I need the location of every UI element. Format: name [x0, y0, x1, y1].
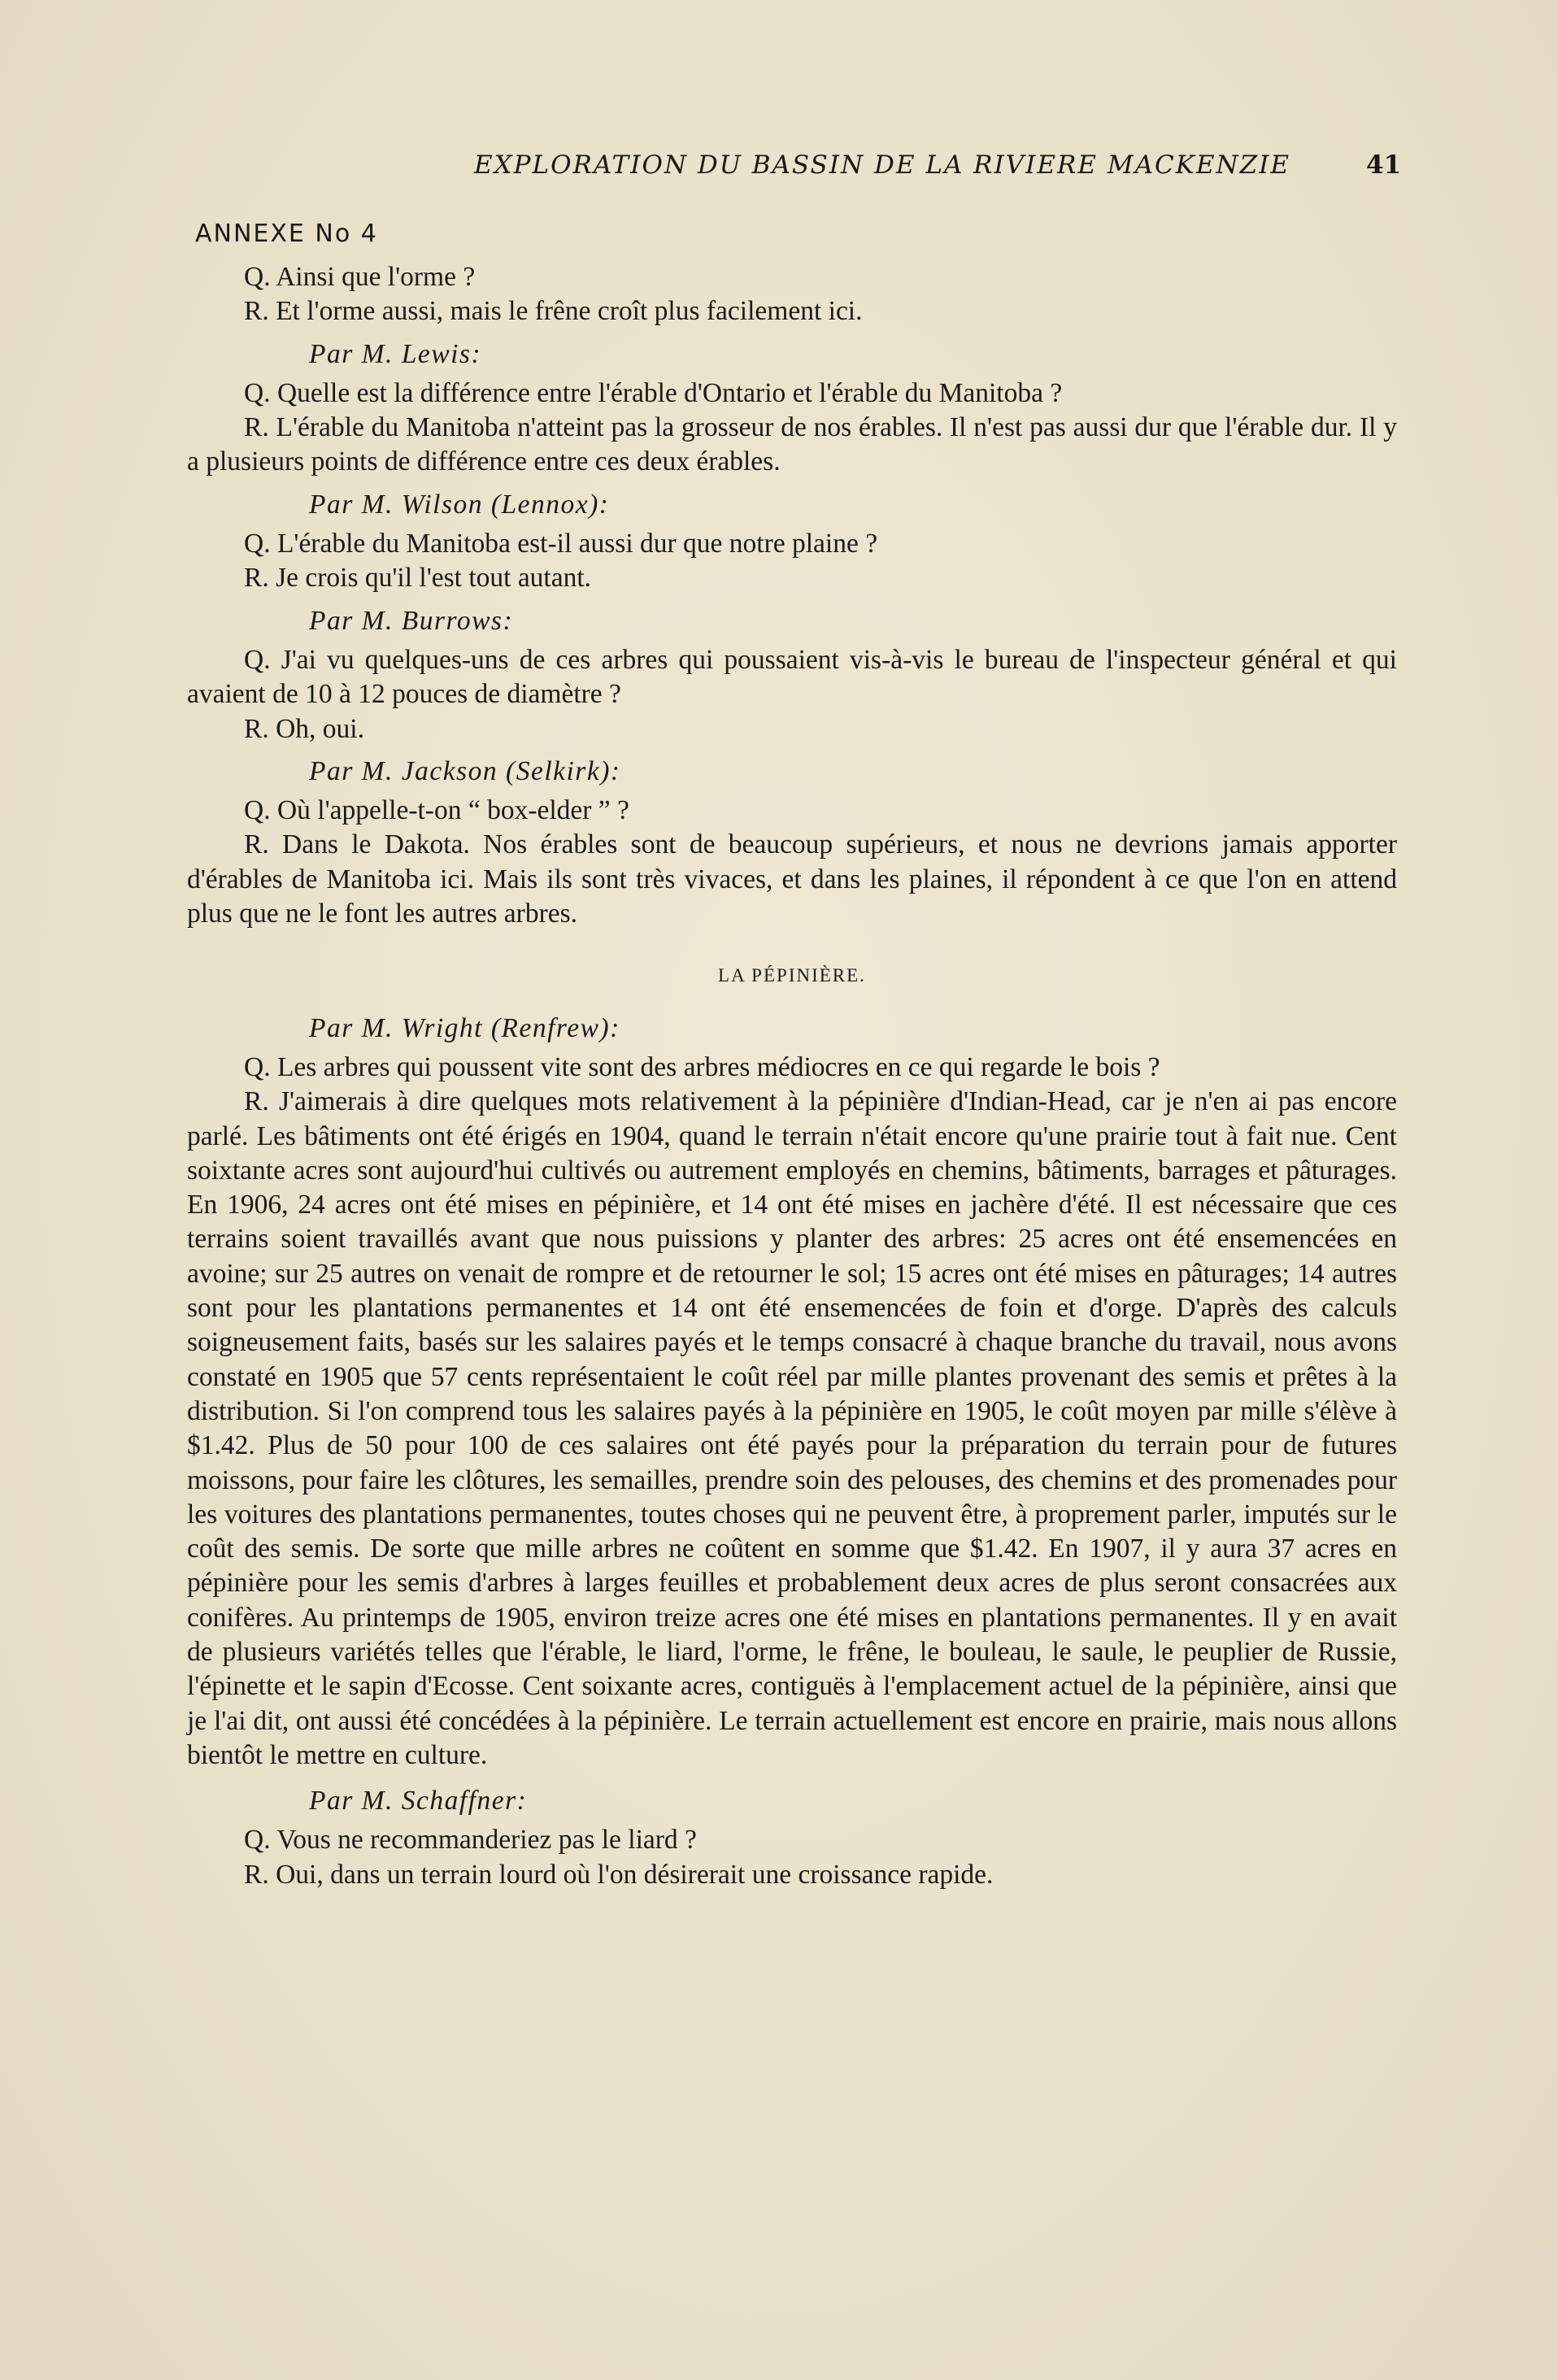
answer-line: R. L'érable du Manitoba n'atteint pas la grosseur de nos érables. Il n'est pas aussi dur que l'érable dur. Il y a plusieurs points de différence entre ces deux érables. — [187, 412, 1397, 477]
answer-paragraph: R. J'aimerais à dire quelques mots relativement à la pépinière d'Indian-Head, car je n'en ai pas encore parlé. Les bâtiments ont été érigés en 1904, quand le terrain n'était encore qu'une prairie tout à fait nue. Cent soixtante acres sont aujourd'hui cultivés ou autrement employés en chemins, bâtiments, barrages et pâturages. En 1906, 24 acres ont été mises en pépinière, et 14 ont été mises en jachère d'été. Il est nécessaire que ces terrains soient travaillés avant que nous puissions y planter des arbres: 25 acres ont été ensemencées en avoine; sur 25 autres on venait de rompre et de retourner le sol; 15 acres ont été mises en pâturages; 14 autres sont pour les plantations permanentes et 14 ont été ensemencées de foin et d'orge. D'après des calculs soigneusement faits, basés sur les salaires payés et le temps consacré à chaque branche du travail, nous avons constaté en 1905 que 57 cents représentaient le coût réel par mille plantes provenant des semis et prêtes à la distribution. Si l'on comprend tous les salaires payés à la pépinière en 1905, le coût moyen par mille s'élève à $1.42. Plus de 50 pour 100 de ces salaires ont été payés pour la préparation du terrain pour de futures moissons, pour faire les clôtures, les semailles, prendre soin des pelouses, des chemins et des promenades pour les voitures des plantations permanentes, toutes choses qui ne peuvent être, à proprement parler, imputés sur le coût des semis. De sorte que mille arbres ne coûtent en somme que $1.42. En 1907, il y aura 37 acres en pépinière pour les semis d'arbres à larges feuilles et probablement deux acres de plus seront consacrées aux conifères. Au printemps de 1905, environ treize acres one été mises en plantations permanentes. Il y en avait de plusieurs variétés telles que l'érable, le liard, l'orme, le frêne, le bouleau, le saule, le peuplier de Russie, l'épinette et le sapin d'Ecosse. Cent soixante acres, contiguës à l'emplacement actuel de la pépinière, ainsi que je l'ai dit, ont aussi été concédées à la pépinière. Le terrain actuellement est encore en prairie, mais nous allons bientôt le mettre en culture. — [187, 1086, 1397, 1770]
answer-line: R. Je crois qu'il l'est tout autant. — [244, 563, 592, 594]
question-line: Q. L'érable du Manitoba est-il aussi dur que notre plaine ? — [244, 529, 878, 559]
answer-line: R. Et l'orme aussi, mais le frêne croît plus facilement ici. — [244, 296, 863, 327]
running-title: EXPLORATION DU BASSIN DE LA RIVIERE MACKENZIE — [473, 150, 1291, 180]
question-line: Q. Où l'appelle-t-on “ box-elder ” ? — [244, 795, 629, 826]
speaker-heading: Par M. Wright (Renfrew): — [309, 1012, 620, 1043]
speaker-heading: Par M. Burrows: — [309, 605, 514, 636]
question-line: Q. Les arbres qui poussent vite sont des arbres médiocres en ce qui regarde le bois ? — [244, 1051, 1160, 1082]
question-line: Q. Quelle est la différence entre l'érable d'Ontario et l'érable du Manitoba ? — [244, 377, 1063, 408]
annex-label: ANNEXE No 4 — [195, 220, 378, 248]
answer-line: R. Oui, dans un terrain lourd où l'on désirerait une croissance rapide. — [244, 1859, 994, 1890]
question-line: Q. Vous ne recommanderiez pas le liard ? — [244, 1825, 697, 1856]
page-number: 41 — [1366, 150, 1402, 180]
section-heading: LA PÉPINIÈRE. — [718, 965, 866, 986]
answer-line: R. Dans le Dakota. Nos érables sont de beaucoup supérieurs, et nous ne devrions jamais apporter d'érables de Manitoba ici. Mais ils sont très vivaces, et dans les plaines, il répondent à ce que l'on en attend plus que ne le font les autres arbres. — [187, 829, 1397, 929]
speaker-heading: Par M. Schaffner: — [309, 1786, 528, 1817]
answer-line: R. Oh, oui. — [244, 713, 364, 744]
question-line: Q. J'ai vu quelques-uns de ces arbres qui poussaient vis-à-vis le bureau de l'inspecteur général et qui avaient de 10 à 12 pouces de diamètre ? — [187, 644, 1397, 710]
document-body — [187, 260, 1397, 1892]
speaker-heading: Par M. Lewis: — [309, 338, 482, 369]
speaker-heading: Par M. Wilson (Lennox): — [309, 489, 610, 520]
speaker-heading: Par M. Jackson (Selkirk): — [309, 755, 621, 786]
question-line: Q. Ainsi que l'orme ? — [244, 262, 476, 292]
